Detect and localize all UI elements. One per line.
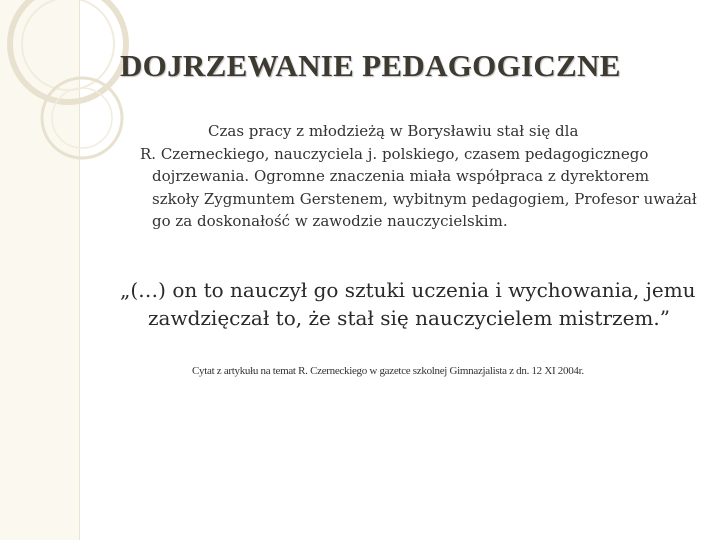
- body-paragraph: [140, 120, 700, 233]
- quote-text: „(…) on to nauczył go sztuki uczenia i wychowania, jemu zawdzięczał to, że stał się nauczycielem mistrzem.”: [120, 278, 696, 330]
- side-band: [0, 0, 80, 540]
- paragraph-continuation: R. Czerneckiego, nauczyciela j. polskiego, czasem pedagogicznego dojrzewania. Ogromne znaczenia miała współpraca z dyrektorem szkoły Zygmuntem Gerstenem, wybitnym pedagogiem, Profesor uważał go za doskonałość w zawodzie nauczycielskim.: [140, 144, 697, 230]
- paragraph-first-line: Czas pracy z młodzieżą w Borysławiu stał się dla: [208, 122, 579, 140]
- slide-title: DOJRZEWANIE PEDAGOGICZNE: [120, 48, 621, 83]
- citation-note: Cytat z artykułu na temat R. Czerneckiego w gazetce szkolnej Gimnazjalista z dn. 12 XI 2004r.: [192, 365, 584, 377]
- quote-block: [120, 276, 700, 332]
